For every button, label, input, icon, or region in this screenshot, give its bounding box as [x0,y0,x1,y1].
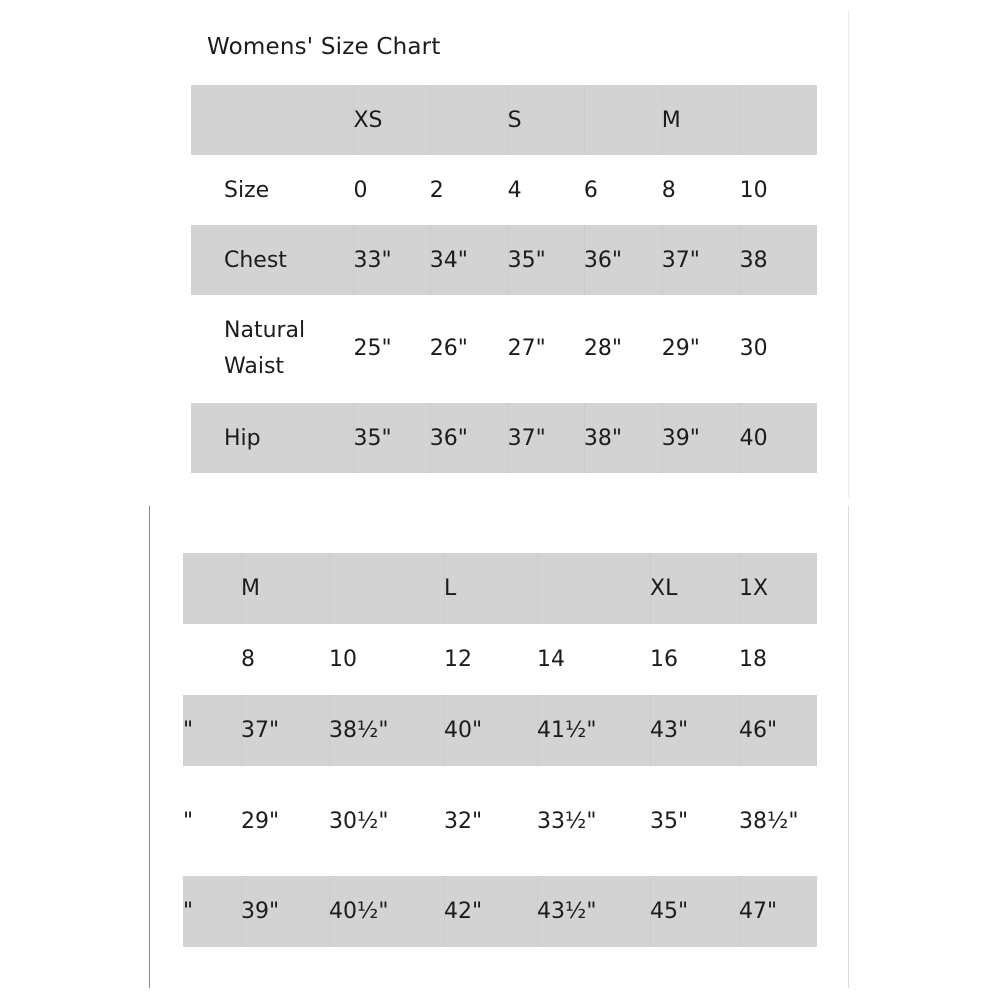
divider-line [848,10,849,498]
table-cell: 18 [739,624,817,695]
table-cell: 32" [444,766,537,876]
size-chart-bottom [183,553,817,947]
table-cell: " [183,876,241,947]
header-cell [329,553,444,624]
header-cell: XL [650,553,739,624]
table-cell: 33½" [537,766,650,876]
table-cell: 28" [584,295,662,403]
table-cell: 10 [740,155,817,225]
table-cell: 30½" [329,766,444,876]
header-cell: 1X [739,553,817,624]
table-cell: 2 [430,155,508,225]
row-label: Chest [191,225,353,295]
header-cell [537,553,650,624]
page-title: Womens' Size Chart [207,34,441,60]
table-cell: 29" [662,295,740,403]
table-cell: 38½" [739,766,817,876]
divider-line [848,506,849,988]
table-cell: 46" [739,695,817,766]
table-cell: 4 [508,155,584,225]
table-cell: 6 [584,155,662,225]
table-cell: 39" [662,403,740,473]
table-cell: 40" [444,695,537,766]
header-cell: S [508,85,584,155]
header-cell: XS [353,85,429,155]
table-cell: 43" [650,695,739,766]
table-cell: 35" [508,225,584,295]
table-cell: 36" [430,403,508,473]
table-cell: 35" [650,766,739,876]
table-cell: " [183,766,241,876]
table-cell: 26" [430,295,508,403]
table-cell: 12 [444,624,537,695]
table-cell: 38 [740,225,817,295]
table-cell: 38" [584,403,662,473]
row-label: Hip [191,403,353,473]
table-row [191,295,817,403]
header-cell: M [241,553,329,624]
table-cell: 34" [430,225,508,295]
table-cell: 29" [241,766,329,876]
row-label-text: Natural Waist [224,318,306,379]
table-row [191,155,817,225]
table-cell: 37" [662,225,740,295]
table-cell: 0 [353,155,429,225]
table-row [183,695,817,766]
table-cell: 30 [740,295,817,403]
table-cell [183,624,241,695]
table-row [191,403,817,473]
table-cell: 37" [241,695,329,766]
table-cell: 8 [662,155,740,225]
size-chart-top [191,85,817,475]
table-row [183,624,817,695]
header-cell: L [444,553,537,624]
header-cell [191,85,353,155]
size-table-bottom [183,553,817,947]
header-row [183,553,817,624]
table-row [191,225,817,295]
table-cell: 8 [241,624,329,695]
table-cell: 14 [537,624,650,695]
table-cell: 16 [650,624,739,695]
table-cell: 43½" [537,876,650,947]
table-cell: 25" [353,295,429,403]
table-cell: " [183,695,241,766]
table-cell: 37" [508,403,584,473]
row-label: Size [191,155,353,225]
header-cell [584,85,662,155]
row-label [191,295,353,403]
table-cell: 40 [740,403,817,473]
table-cell: 45" [650,876,739,947]
table-cell: 33" [353,225,429,295]
header-cell [430,85,508,155]
table-cell: 10 [329,624,444,695]
table-row [183,876,817,947]
table-cell: 39" [241,876,329,947]
table-cell: 40½" [329,876,444,947]
table-cell: 42" [444,876,537,947]
header-cell [183,553,241,624]
table-cell: 27" [508,295,584,403]
table-cell: 41½" [537,695,650,766]
table-cell: 47" [739,876,817,947]
table-cell: 35" [353,403,429,473]
table-cell: 36" [584,225,662,295]
size-table-top [191,85,817,473]
divider-line [149,506,150,988]
table-row [183,766,817,876]
header-cell: M [662,85,740,155]
header-cell [740,85,817,155]
table-cell: 38½" [329,695,444,766]
header-row [191,85,817,155]
